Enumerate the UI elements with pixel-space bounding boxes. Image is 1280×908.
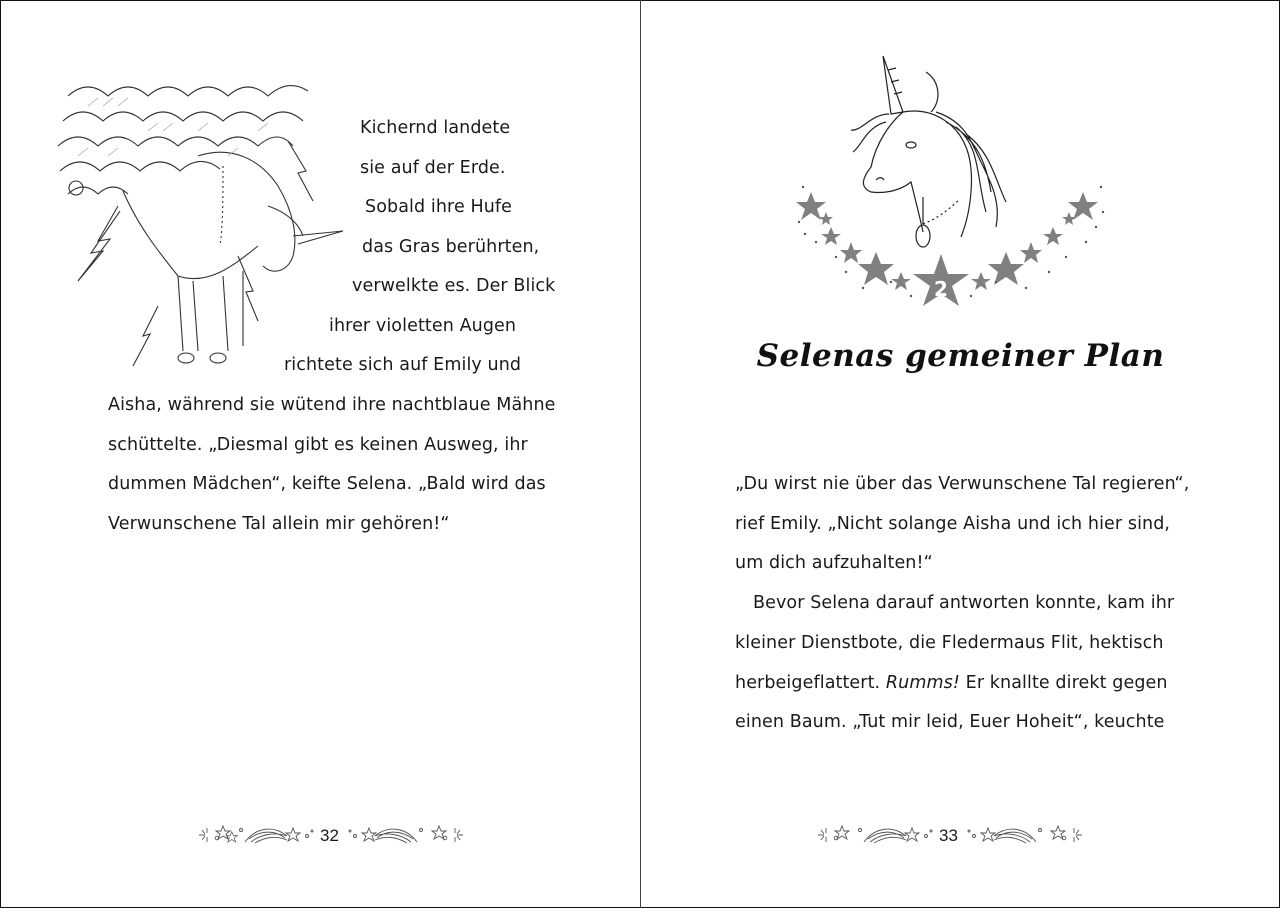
- text-line: kleiner Dienstbote, die Fledermaus Flit, hektisch: [735, 633, 1164, 653]
- text-line: um dich aufzuhalten!“: [735, 553, 933, 573]
- text-line: ihrer violetten Augen: [329, 316, 517, 336]
- text-run: herbeigeflattert.: [735, 673, 881, 693]
- text-line: rief Emily. „Nicht solange Aisha und ich hier sind,: [735, 514, 1171, 534]
- page-footer: [814, 822, 1086, 848]
- text-line: Aisha, während sie wütend ihre nachtblaue Mähne: [108, 395, 556, 415]
- chapter-number: 2: [934, 277, 948, 301]
- text-line: sie auf der Erde.: [360, 158, 506, 178]
- text-line: Verwunschene Tal allein mir gehören!“: [108, 514, 450, 534]
- emphasis-text: Rumms!: [885, 673, 960, 693]
- chapter-title: Selenas gemeiner Plan: [756, 338, 1165, 374]
- star-swirl-ornament-right-icon: [347, 822, 467, 848]
- star-swirl-ornament-right-icon: [966, 822, 1086, 848]
- text-line: Kichernd landete: [360, 118, 511, 138]
- text-line: verwelkte es. Der Blick: [352, 276, 556, 296]
- star-swirl-ornament-left-icon: [814, 822, 934, 848]
- page-number: 32: [320, 826, 339, 845]
- text-line: schüttelte. „Diesmal gibt es keinen Ausweg, ihr: [108, 435, 528, 455]
- star-swirl-ornament-left-icon: [195, 822, 315, 848]
- text-line: „Du wirst nie über das Verwunschene Tal regieren“,: [735, 474, 1190, 494]
- text-line: [735, 672, 1168, 694]
- right-page: [641, 0, 1280, 908]
- unicorn-head-illustration: [791, 52, 1121, 312]
- text-line: das Gras berührten,: [362, 237, 540, 257]
- text-line: einen Baum. „Tut mir leid, Euer Hoheit“, keuchte: [735, 712, 1165, 732]
- text-line: richtete sich auf Emily und: [284, 355, 522, 375]
- page-footer: [195, 822, 467, 848]
- text-line: Sobald ihre Hufe: [365, 197, 513, 217]
- text-run: Er knallte direkt gegen: [965, 673, 1168, 693]
- text-line: dummen Mädchen“, keifte Selena. „Bald wird das: [108, 474, 546, 494]
- text-line: Bevor Selena darauf antworten konnte, kam ihr: [753, 593, 1175, 613]
- unicorn-storm-illustration: [58, 76, 348, 376]
- page-number: 33: [939, 826, 958, 845]
